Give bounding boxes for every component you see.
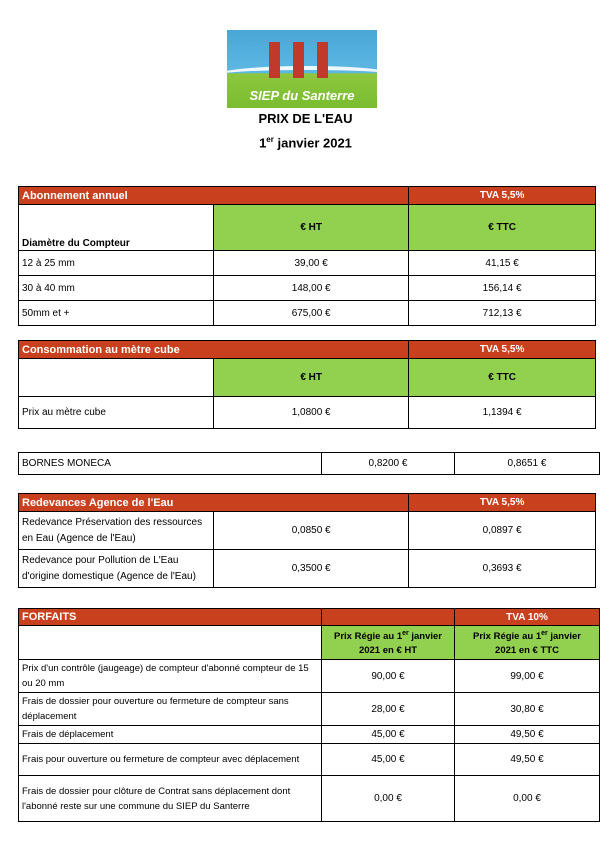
table-row: [19, 301, 596, 326]
col-blank: [19, 626, 322, 660]
consommation-tva: TVA 5,5%: [409, 341, 596, 359]
row-ttc: 712,13 €: [409, 301, 596, 326]
logo-tower: [269, 42, 280, 78]
col-ht: [322, 626, 455, 660]
forfaits-tva: TVA 10%: [455, 609, 600, 626]
logo-tower: [317, 42, 328, 78]
row-label: 12 à 25 mm: [19, 251, 214, 276]
table-row: [19, 744, 600, 776]
page-title: PRIX DE L'EAU: [258, 111, 353, 126]
table-row: [19, 693, 600, 726]
row-ttc: 49,50 €: [455, 744, 600, 776]
col-ttc: [455, 626, 600, 660]
forfaits-table: [18, 608, 600, 822]
redevances-title: Redevances Agence de l'Eau: [19, 494, 409, 512]
row-ht: 0,8200 €: [322, 453, 455, 475]
forfaits-head-blank: [322, 609, 455, 626]
row-ht: 0,3500 €: [214, 550, 409, 588]
page-date: [0, 135, 611, 150]
row-label: 30 à 40 mm: [19, 276, 214, 301]
abonnement-tva: TVA 5,5%: [409, 187, 596, 205]
row-ttc: 0,00 €: [455, 776, 600, 822]
row-ht: 28,00 €: [322, 693, 455, 726]
row-ht: 675,00 €: [214, 301, 409, 326]
row-ht: 0,0850 €: [214, 512, 409, 550]
table-row: [19, 776, 600, 822]
row-label: Redevance pour Pollution de L'Eau d'origine domestique (Agence de l'Eau): [19, 550, 214, 588]
consommation-title: Consommation au mètre cube: [19, 341, 409, 359]
redevances-table: [18, 493, 596, 588]
row-label: Frais de déplacement: [19, 726, 322, 744]
row-ttc: 30,80 €: [455, 693, 600, 726]
col-ht: € HT: [214, 359, 409, 397]
row-label: Redevance Préservation des ressources en Eau (Agence de l'Eau): [19, 512, 214, 550]
row-label: BORNES MONECA: [19, 453, 322, 475]
row-ttc: 0,3693 €: [409, 550, 596, 588]
date-sup: er: [266, 135, 274, 144]
table-row: [19, 512, 596, 550]
consommation-table: [18, 340, 596, 429]
redevances-tva: TVA 5,5%: [409, 494, 596, 512]
forfaits-title: FORFAITS: [19, 609, 322, 626]
col-ttc-b: janvier: [547, 631, 582, 643]
row-ht: 45,00 €: [322, 726, 455, 744]
table-row: [19, 397, 596, 429]
row-ht: 90,00 €: [322, 660, 455, 693]
row-label: Prix au mètre cube: [19, 397, 214, 429]
table-row: [19, 660, 600, 693]
col-ht: € HT: [214, 205, 409, 251]
col-ht-b: janvier: [408, 631, 443, 643]
col-diametre: Diamètre du Compteur: [19, 205, 214, 251]
row-label: Frais pour ouverture ou fermeture de compteur avec déplacement: [19, 744, 322, 776]
row-label: 50mm et +: [19, 301, 214, 326]
date-rest: janvier 2021: [273, 135, 352, 151]
col-ttc-a: Prix Régie au 1: [472, 631, 542, 643]
table-row: [19, 550, 596, 588]
row-ttc: 99,00 €: [455, 660, 600, 693]
col-ttc: € TTC: [409, 205, 596, 251]
date-day: 1: [259, 135, 267, 151]
row-ttc: 49,50 €: [455, 726, 600, 744]
row-label: Prix d'un contrôle (jaugeage) de compteur d'abonné compteur de 15 ou 20 mm: [19, 660, 322, 693]
row-ttc: 156,14 €: [409, 276, 596, 301]
row-label: Frais de dossier pour ouverture ou fermeture de compteur sans déplacement: [19, 693, 322, 726]
row-ttc: 1,1394 €: [409, 397, 596, 429]
col-ttc-c: 2021 en € TTC: [495, 645, 559, 657]
row-label: Frais de dossier pour clôture de Contrat sans déplacement dont l'abonné reste sur une commune du SIEP du Santerre: [19, 776, 322, 822]
row-ht: 39,00 €: [214, 251, 409, 276]
logo-tower: [293, 42, 304, 78]
col-ht-c: 2021 en € HT: [358, 645, 418, 657]
abonnement-title: Abonnement annuel: [19, 187, 409, 205]
table-row: [19, 726, 600, 744]
table-row: [19, 453, 600, 475]
col-ttc-sup: er: [541, 630, 548, 637]
row-ht: 148,00 €: [214, 276, 409, 301]
row-ht: 45,00 €: [322, 744, 455, 776]
table-row: [19, 276, 596, 301]
abonnement-table: [18, 186, 596, 326]
col-blank: [19, 359, 214, 397]
siep-logo: [227, 30, 377, 108]
col-ht-a: Prix Régie au 1: [333, 631, 403, 643]
row-ttc: 0,8651 €: [455, 453, 600, 475]
bornes-table: [18, 452, 600, 475]
logo-text: SIEP du Santerre: [249, 88, 355, 103]
row-ht: 1,0800 €: [214, 397, 409, 429]
table-row: [19, 251, 596, 276]
row-ttc: 0,0897 €: [409, 512, 596, 550]
row-ht: 0,00 €: [322, 776, 455, 822]
col-ht-sup: er: [402, 630, 409, 637]
row-ttc: 41,15 €: [409, 251, 596, 276]
col-ttc: € TTC: [409, 359, 596, 397]
